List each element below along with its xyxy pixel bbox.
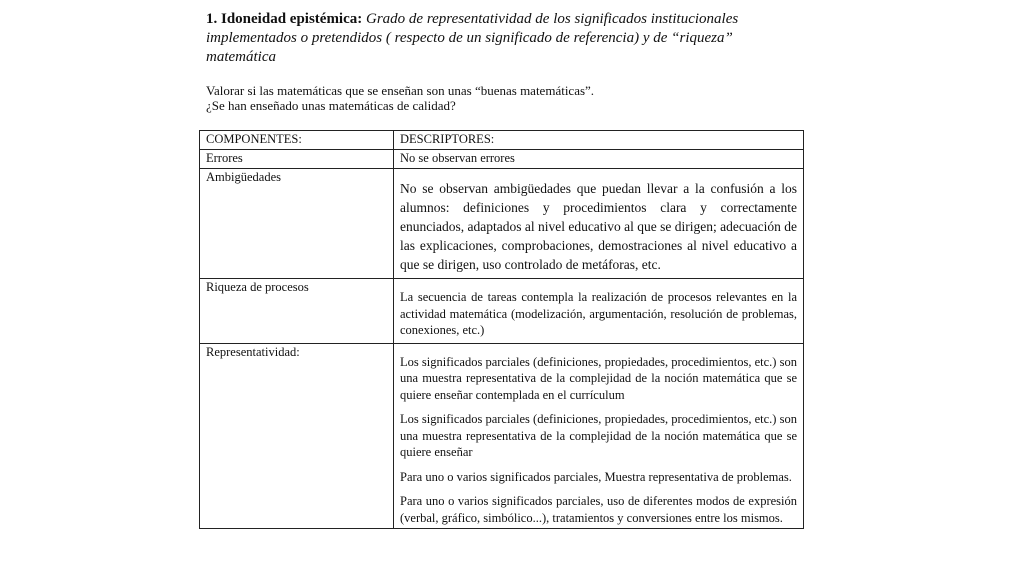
descriptor-text: No se observan ambigüedades que puedan llevar a la confusión a los alumnos: definiciones y procedimientos clara y correctamente enunciados, adaptados al nivel educativo al que se dirigen; adecuación de las explicaciones, comprobaciones, demostraciones al nivel educativo a que se dirigen, uso controlado de metáforas, etc.	[400, 181, 797, 272]
descriptor-text: Los significados parciales (definiciones, propiedades, procedimientos, etc.) son una muestra representativa de la complejidad de la noción matemática que se quiere enseñar contemplada en el currículum	[400, 354, 797, 402]
descriptor-text: Los significados parciales (definiciones, propiedades, procedimientos, etc.) son una muestra representativa de la complejidad de la noción matemática que se quiere enseñar	[400, 412, 797, 459]
component-cell: Ambigüedades	[200, 169, 394, 279]
descriptor-text: La secuencia de tareas contempla la realización de procesos relevantes en la actividad matemática (modelización, argumentación, resolución de problemas, conexiones, etc.)	[400, 290, 797, 337]
section-description: Grado de representatividad de los significados institucionales implementados o pretendidos ( respecto de un significado de referencia) y de “riqueza” matemática	[206, 11, 739, 65]
section-title: 1. Idoneidad epistémica:	[206, 11, 363, 27]
descriptor-text: Para uno o varios significados parciales, Muestra representativa de problemas.	[400, 469, 792, 484]
component-cell: Riqueza de procesos	[200, 279, 394, 344]
table-header-row	[200, 131, 804, 150]
table-row-riqueza	[200, 279, 804, 344]
table-row-ambiguedades	[200, 169, 804, 279]
intro-line-2: ¿Se han enseñado unas matemáticas de calidad?	[206, 98, 456, 113]
descriptor-text: No se observan errores	[400, 151, 515, 165]
header-components: COMPONENTES:	[200, 131, 394, 150]
descriptor-cell	[394, 343, 804, 529]
intro-line-1: Valorar si las matemáticas que se enseñan son unas “buenas matemáticas”.	[206, 83, 595, 98]
descriptor-text: Para uno o varios significados parciales, uso de diferentes modos de expresión (verbal, gráfico, simbólico...), tratamientos y conversiones entre los mismos.	[400, 494, 797, 525]
criteria-table	[199, 130, 804, 529]
intro-text	[206, 83, 796, 113]
descriptor-cell	[394, 150, 804, 169]
component-cell: Errores	[200, 150, 394, 169]
header-descriptors: DESCRIPTORES:	[394, 131, 804, 150]
table-row-errores	[200, 150, 804, 169]
descriptor-cell	[394, 279, 804, 344]
table-row-representatividad	[200, 343, 804, 529]
section-heading	[206, 10, 796, 67]
component-cell: Representatividad:	[200, 343, 394, 529]
descriptor-cell	[394, 169, 804, 279]
